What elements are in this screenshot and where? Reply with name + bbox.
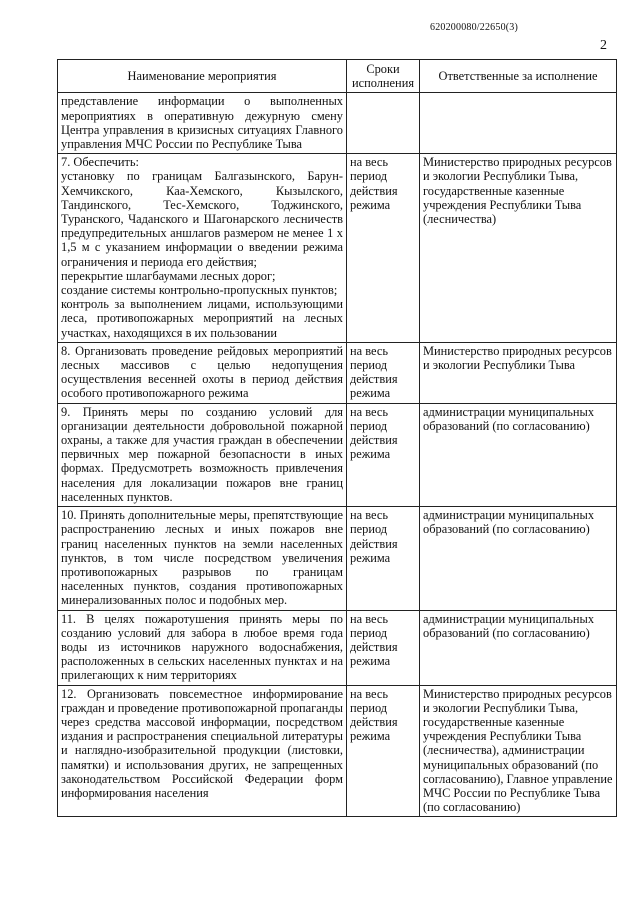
column-header-responsible: Ответственные за исполнение: [420, 60, 617, 93]
table-row: [58, 154, 617, 343]
event-cell: [58, 507, 347, 610]
event-text: 7. Обеспечить:: [61, 155, 139, 170]
table-row: [58, 610, 617, 685]
column-header-event: Наименование мероприятия: [58, 60, 347, 93]
event-cell: [58, 403, 347, 506]
event-text: 9. Принять меры по созданию условий для организации деятельности добровольной пожарной охраны, а также для участия граждан в обеспечении первичных мер пожарной безопасности в иных формах. Предусмотреть возможность привлечения населения для локализации пожаров вне границ населенных пунктов.: [61, 404, 343, 504]
page-number: 2: [600, 38, 607, 53]
period-cell: на весь период действия режима: [347, 403, 420, 506]
period-cell: [347, 93, 420, 154]
table-row: [58, 685, 617, 817]
table-row: [58, 342, 617, 403]
event-cell: [58, 93, 347, 154]
measures-table: [57, 59, 617, 817]
period-cell: на весь период действия режима: [347, 685, 420, 817]
event-text: установку по границам Балгазынского, Барун-Хемчикского, Каа-Хемского, Кызылского, Тандинского, Тес-Хемского, Тоджинского, Туранского, Чаданского и Шагонарского лесничеств предупредительных аншлагов размером не менее 1 х 1,5 м с указанием информации о введении режима ограничения и периода его действия;: [61, 169, 343, 269]
period-cell: на весь период действия режима: [347, 610, 420, 685]
period-cell: на весь период действия режима: [347, 342, 420, 403]
event-text: 11. В целях пожаротушения принять меры по созданию условий для забора в любое время года воды из источников наружного водоснабжения, расположенных в сельских населенных пунктах и на прилегающих к ним территориях: [61, 611, 343, 683]
event-text: создание системы контрольно-пропускных пунктов;: [61, 283, 338, 298]
responsible-cell: администрации муниципальных образований (по согласованию): [420, 610, 617, 685]
responsible-cell: Министерство природных ресурсов и экологии Республики Тыва, государственные казенные учреждения Республики Тыва (лесничества), администрации муниципальных образований (по согласованию), Главное управление МЧС России по Республике Тыва (по согласованию): [420, 685, 617, 817]
responsible-cell: администрации муниципальных образований (по согласованию): [420, 507, 617, 610]
event-text: перекрытие шлагбаумами лесных дорог;: [61, 268, 276, 283]
event-text: 10. Принять дополнительные меры, препятствующие распространению лесных и иных пожаров вне границ населенных пунктов на земли населенных пунктов, в том числе посредством увеличения противопожарных разрывов по границам населенных пунктов, создания противопожарных минерализованных полос и подобных мер.: [61, 508, 343, 608]
table-row: [58, 507, 617, 610]
event-text: контроль за выполнением лицами, использующими леса, противопожарных мероприятий на лесных участках, находящихся в их пользовании: [61, 297, 343, 340]
table-row: [58, 93, 617, 154]
event-cell: [58, 685, 347, 817]
responsible-cell: администрации муниципальных образований (по согласованию): [420, 403, 617, 506]
period-cell: на весь период действия режима: [347, 507, 420, 610]
event-cell: [58, 342, 347, 403]
event-text: представление информации о выполненных мероприятиях в оперативную дежурную смену Центра управления в кризисных ситуациях Главного управления МЧС России по Республике Тыва: [61, 94, 343, 152]
event-cell: [58, 610, 347, 685]
responsible-cell: Министерство природных ресурсов и экологии Республики Тыва: [420, 342, 617, 403]
table-row: [58, 403, 617, 506]
document-id: 620200080/22650(3): [430, 22, 519, 33]
event-text: 12. Организовать повсеместное информирование граждан и проведение противопожарной пропаганды через средства массовой информации, посредством издания и распространения специальной литературы и наглядно-изобразительной продукции (листовки, памятки) и использования других, не запрещенных законодательством Российской Федерации форм информирования населения: [61, 686, 343, 800]
event-cell: [58, 154, 347, 343]
table-header-row: [58, 60, 617, 93]
responsible-cell: Министерство природных ресурсов и экологии Республики Тыва, государственные казенные учреждения Республики Тыва (лесничества): [420, 154, 617, 343]
event-text: 8. Организовать проведение рейдовых мероприятий лесных массивов с целью недопущения осуществления весенней охоты в период действия особого противопожарного режима: [61, 343, 343, 401]
responsible-cell: [420, 93, 617, 154]
column-header-period: Сроки исполнения: [347, 60, 420, 93]
period-cell: на весь период действия режима: [347, 154, 420, 343]
